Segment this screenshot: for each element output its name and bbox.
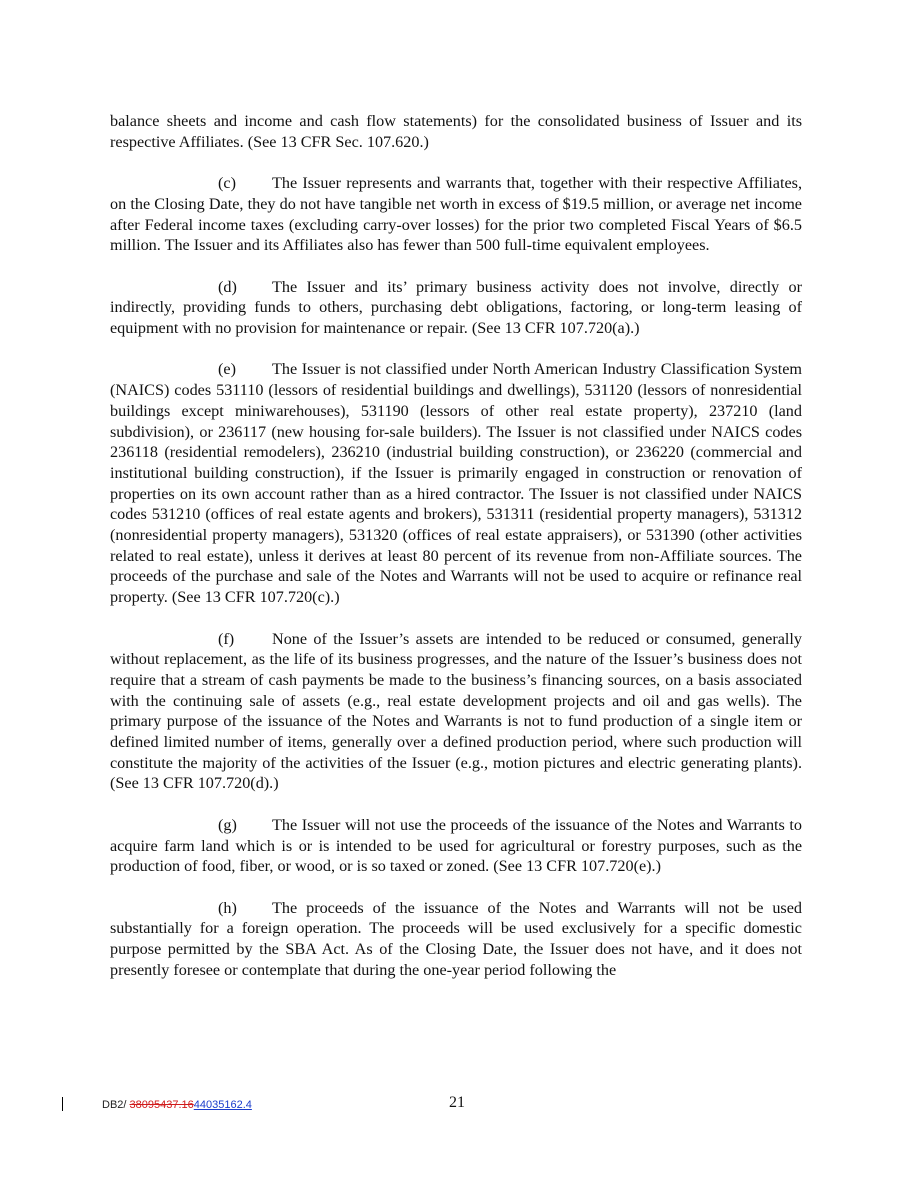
paragraph-label: (g) [218, 815, 237, 834]
continuation-paragraph: balance sheets and income and cash flow statements) for the consolidated business of Issuer and its respective Affiliates. (See 13 CFR Sec. 107.620.) [110, 112, 802, 151]
paragraph-e [110, 359, 802, 607]
paragraph-text: The Issuer and its’ primary business activity does not involve, directly or indirectly, providing funds to others, purchasing debt obligations, factoring, or long-term leasing of equipment with no provision for maintenance or repair. (See 13 CFR 107.720(a).) [110, 277, 802, 337]
page-number: 21 [449, 1094, 465, 1111]
paragraph-h [110, 898, 802, 981]
doc-id-prefix: DB2/ [102, 1099, 130, 1111]
paragraph-label: (c) [218, 174, 236, 193]
revision-change-bar [62, 1097, 63, 1111]
document-id [102, 1099, 252, 1111]
document-body [110, 111, 802, 1001]
paragraph-f [110, 629, 802, 795]
doc-id-inserted: 44035162.4 [193, 1099, 252, 1111]
page-footer [0, 1092, 918, 1122]
paragraph-text: None of the Issuer’s assets are intended to be reduced or consumed, generally without replacement, as the life of its business progresses, and the nature of the Issuer’s business does not require that a stream of cash payments be made to the business’s financing sources, on a basis associated with the continuing sale of assets (e.g., real estate development projects and oil and gas wells). The primary purpose of the issuance of the Notes and Warrants is not to fund production of a single item or defined limited number of items, generally over a defined production period, where such production will constitute the majority of the activities of the Issuer (e.g., motion pictures and electric generating plants). (See 13 CFR 107.720(d).) [110, 629, 802, 793]
doc-id-deleted: 38095437.16 [129, 1099, 194, 1111]
paragraph-text: The Issuer will not use the proceeds of the issuance of the Notes and Warrants to acquire farm land which is or is intended to be used for agricultural or forestry purposes, such as the production of food, fiber, or wood, or is so taxed or zoned. (See 13 CFR 107.720(e).) [110, 815, 802, 876]
paragraph-text: The proceeds of the issuance of the Notes and Warrants will not be used substantially for a foreign operation. The proceeds will be used exclusively for a specific domestic purpose permitted by the SBA Act. As of the Closing Date, the Issuer does not have, and it does not presently foresee or contemplate that during the one-year period following the [110, 898, 802, 979]
paragraph-g [110, 815, 802, 877]
paragraph-label: (e) [218, 360, 236, 379]
paragraph-c [110, 173, 802, 256]
paragraph-label: (f) [218, 629, 235, 648]
paragraph-text: The Issuer is not classified under North American Industry Classification System (NAICS) codes 531110 (lessors of residential buildings and dwellings), 531120 (lessors of nonresidential buildings except miniwarehouses), 531190 (lessors of other real estate property), 237210 (land subdivision), or 236117 (new housing for-sale builders). The Issuer is not classified under NAICS codes 236118 (residential remodelers), 236210 (industrial building construction), or 236220 (commercial and institutional building construction), if the Issuer is primarily engaged in construction or renovation of properties on its own account rather than as a hired contractor. The Issuer is not classified under NAICS codes 531210 (offices of real estate agents and brokers), 531311 (residential property managers), 531312 (nonresidential property managers), 531320 (offices of real estate appraisers), or 531390 (other activities related to real estate), unless it derives at least 80 percent of its revenue from non-Affiliate sources. The proceeds of the purchase and sale of the Notes and Warrants will not be used to acquire or refinance real property. (See 13 CFR 107.720(c).) [110, 360, 802, 607]
paragraph-d [110, 277, 802, 339]
paragraph-label: (h) [218, 898, 237, 917]
paragraph-text: The Issuer represents and warrants that, together with their respective Affiliates, on the Closing Date, they do not have tangible net worth in excess of $19.5 million, or average net income after Federal income taxes (excluding carry-over losses) for the prior two completed Fiscal Years of $6.5 million. The Issuer and its Affiliates also has fewer than 500 full-time equivalent employees. [110, 174, 802, 255]
paragraph-label: (d) [218, 277, 237, 296]
